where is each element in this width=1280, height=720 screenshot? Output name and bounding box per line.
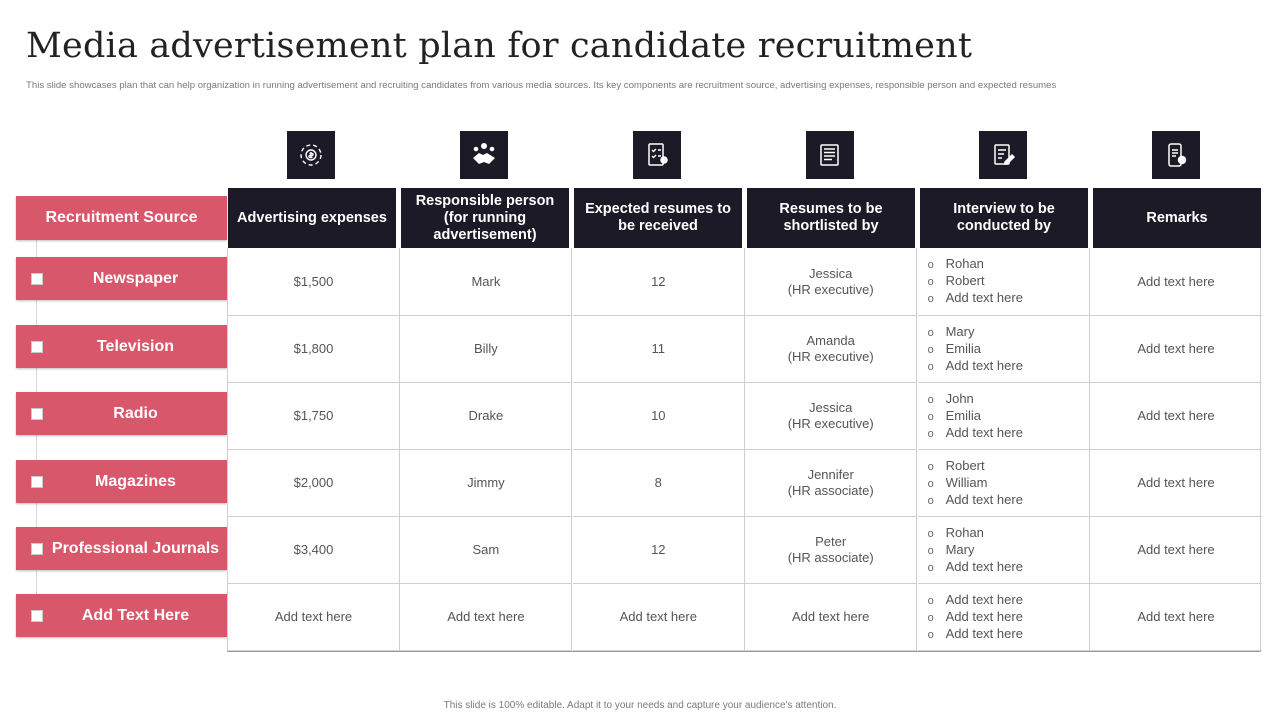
interviewer-list [918,525,1089,576]
shortlisted-cell [745,584,917,651]
shortlister-role: (HR associate) [787,550,874,565]
money-cycle-icon [287,131,335,179]
expense-cell: $1,800 [228,316,400,383]
checkbox-icon[interactable] [31,543,43,555]
source-item-radio [16,392,227,435]
document-list-icon [806,131,854,179]
resumes-cell: Add text here [573,584,745,651]
expense-cell: $1,500 [228,248,400,316]
column-header-expenses: Advertising expenses [228,188,396,248]
remarks-cell: Add text here [1090,316,1262,383]
source-item-magazines [16,460,227,503]
expense-cell: $3,400 [228,517,400,584]
remarks-cell: Add text here [1090,248,1262,316]
shortlisted-cell [745,450,917,517]
list-item: o Add text here [928,425,1089,442]
recruitment-source-header: Recruitment Source [16,196,227,240]
resume-checklist-icon [633,131,681,179]
list-item: o Add text here [928,559,1089,576]
source-label: Magazines [95,472,176,490]
expense-cell: $1,750 [228,383,400,450]
list-item: o Add text here [928,609,1089,626]
list-item: o Add text here [928,492,1089,509]
checkbox-icon[interactable] [31,273,43,285]
list-item: o Add text here [928,358,1089,375]
list-item: o Add text here [928,626,1089,643]
list-item: o Add text here [928,592,1089,609]
column-header-shortlisted: Resumes to be shortlisted by [747,188,915,248]
expense-cell: Add text here [228,584,400,651]
checkbox-icon[interactable] [31,610,43,622]
column-header-interview: Interview to be conducted by [920,188,1088,248]
shortlister-name: Add text here [792,609,870,624]
resumes-cell: 12 [573,248,745,316]
list-item: o Mary [928,324,1089,341]
source-item-newspaper [16,257,227,300]
checkbox-icon[interactable] [31,341,43,353]
remarks-cell: Add text here [1090,450,1262,517]
checkbox-icon[interactable] [31,408,43,420]
shortlister-name: Jennifer [807,467,854,482]
resumes-cell: 10 [573,383,745,450]
shortlister-name: Amanda [806,333,855,348]
column-header-remarks: Remarks [1093,188,1261,248]
source-item-professional-journals [16,527,227,570]
person-cell: Drake [400,383,572,450]
source-item-add-text [16,594,227,637]
shortlister-name: Jessica [809,265,853,281]
shortlister-role: (HR executive) [787,416,874,431]
person-cell: Add text here [400,584,572,651]
interviewers-cell [918,248,1090,316]
shortlister-name: Jessica [809,400,853,415]
list-item: o William [928,475,1089,492]
shortlister-role: (HR executive) [787,281,874,297]
page-subtitle: This slide showcases plan that can help organization in running advertisement and recruiting candidates from various media sources. Its key components are recruitment source, advertising expenses, responsible person and expected resumes [26,80,1057,91]
resumes-cell: 11 [573,316,745,383]
interviewers-cell [918,383,1090,450]
remarks-cell: Add text here [1090,383,1262,450]
document-edit-icon [979,131,1027,179]
person-cell: Sam [400,517,572,584]
shortlisted-cell [745,316,917,383]
list-item: o Rohan [928,525,1089,542]
interviewers-cell [918,316,1090,383]
resumes-cell: 12 [573,517,745,584]
shortlister-name: Peter [815,534,847,549]
interviewers-cell [918,584,1090,651]
handshake-icon [460,131,508,179]
list-item: o Add text here [928,290,1089,307]
interviewer-list [918,592,1089,643]
source-label: Professional Journals [51,539,220,557]
source-label: Add Text Here [81,606,190,624]
column-header-expected: Expected resumes to be received [574,188,742,248]
list-item: o Mary [928,542,1089,559]
list-item: o Robert [928,273,1089,290]
remarks-cell: Add text here [1090,584,1262,651]
page-title: Media advertisement plan for candidate recruitment [26,26,973,66]
interviewers-cell [918,517,1090,584]
interviewers-cell [918,450,1090,517]
checkbox-icon[interactable] [31,476,43,488]
shortlister-role: (HR executive) [787,349,874,364]
interviewer-list [918,391,1089,442]
list-item: o John [928,391,1089,408]
shortlisted-cell [745,383,917,450]
source-label: Radio [113,404,158,422]
list-item: o Emilia [928,341,1089,358]
data-table [227,248,1261,652]
footer-note: This slide is 100% editable. Adapt it to your needs and capture your audience's attention. [443,700,837,711]
list-item: o Robert [928,458,1089,475]
source-item-television [16,325,227,368]
shortlister-role: (HR associate) [787,483,874,498]
person-cell: Billy [400,316,572,383]
source-label: Newspaper [92,269,179,287]
column-header-responsible: Responsible person (for running advertisement) [401,188,569,248]
person-cell: Jimmy [400,450,572,517]
person-cell: Mark [400,248,572,316]
list-item: o Rohan [928,256,1089,273]
shortlisted-cell [745,517,917,584]
resumes-cell: 8 [573,450,745,517]
expense-cell: $2,000 [228,450,400,517]
shortlisted-cell [745,248,917,316]
mobile-chat-icon [1152,131,1200,179]
source-label: Television [96,337,175,355]
list-item: o Emilia [928,408,1089,425]
interviewer-list [918,324,1089,375]
interviewer-list [918,256,1089,307]
interviewer-list [918,458,1089,509]
remarks-cell: Add text here [1090,517,1262,584]
